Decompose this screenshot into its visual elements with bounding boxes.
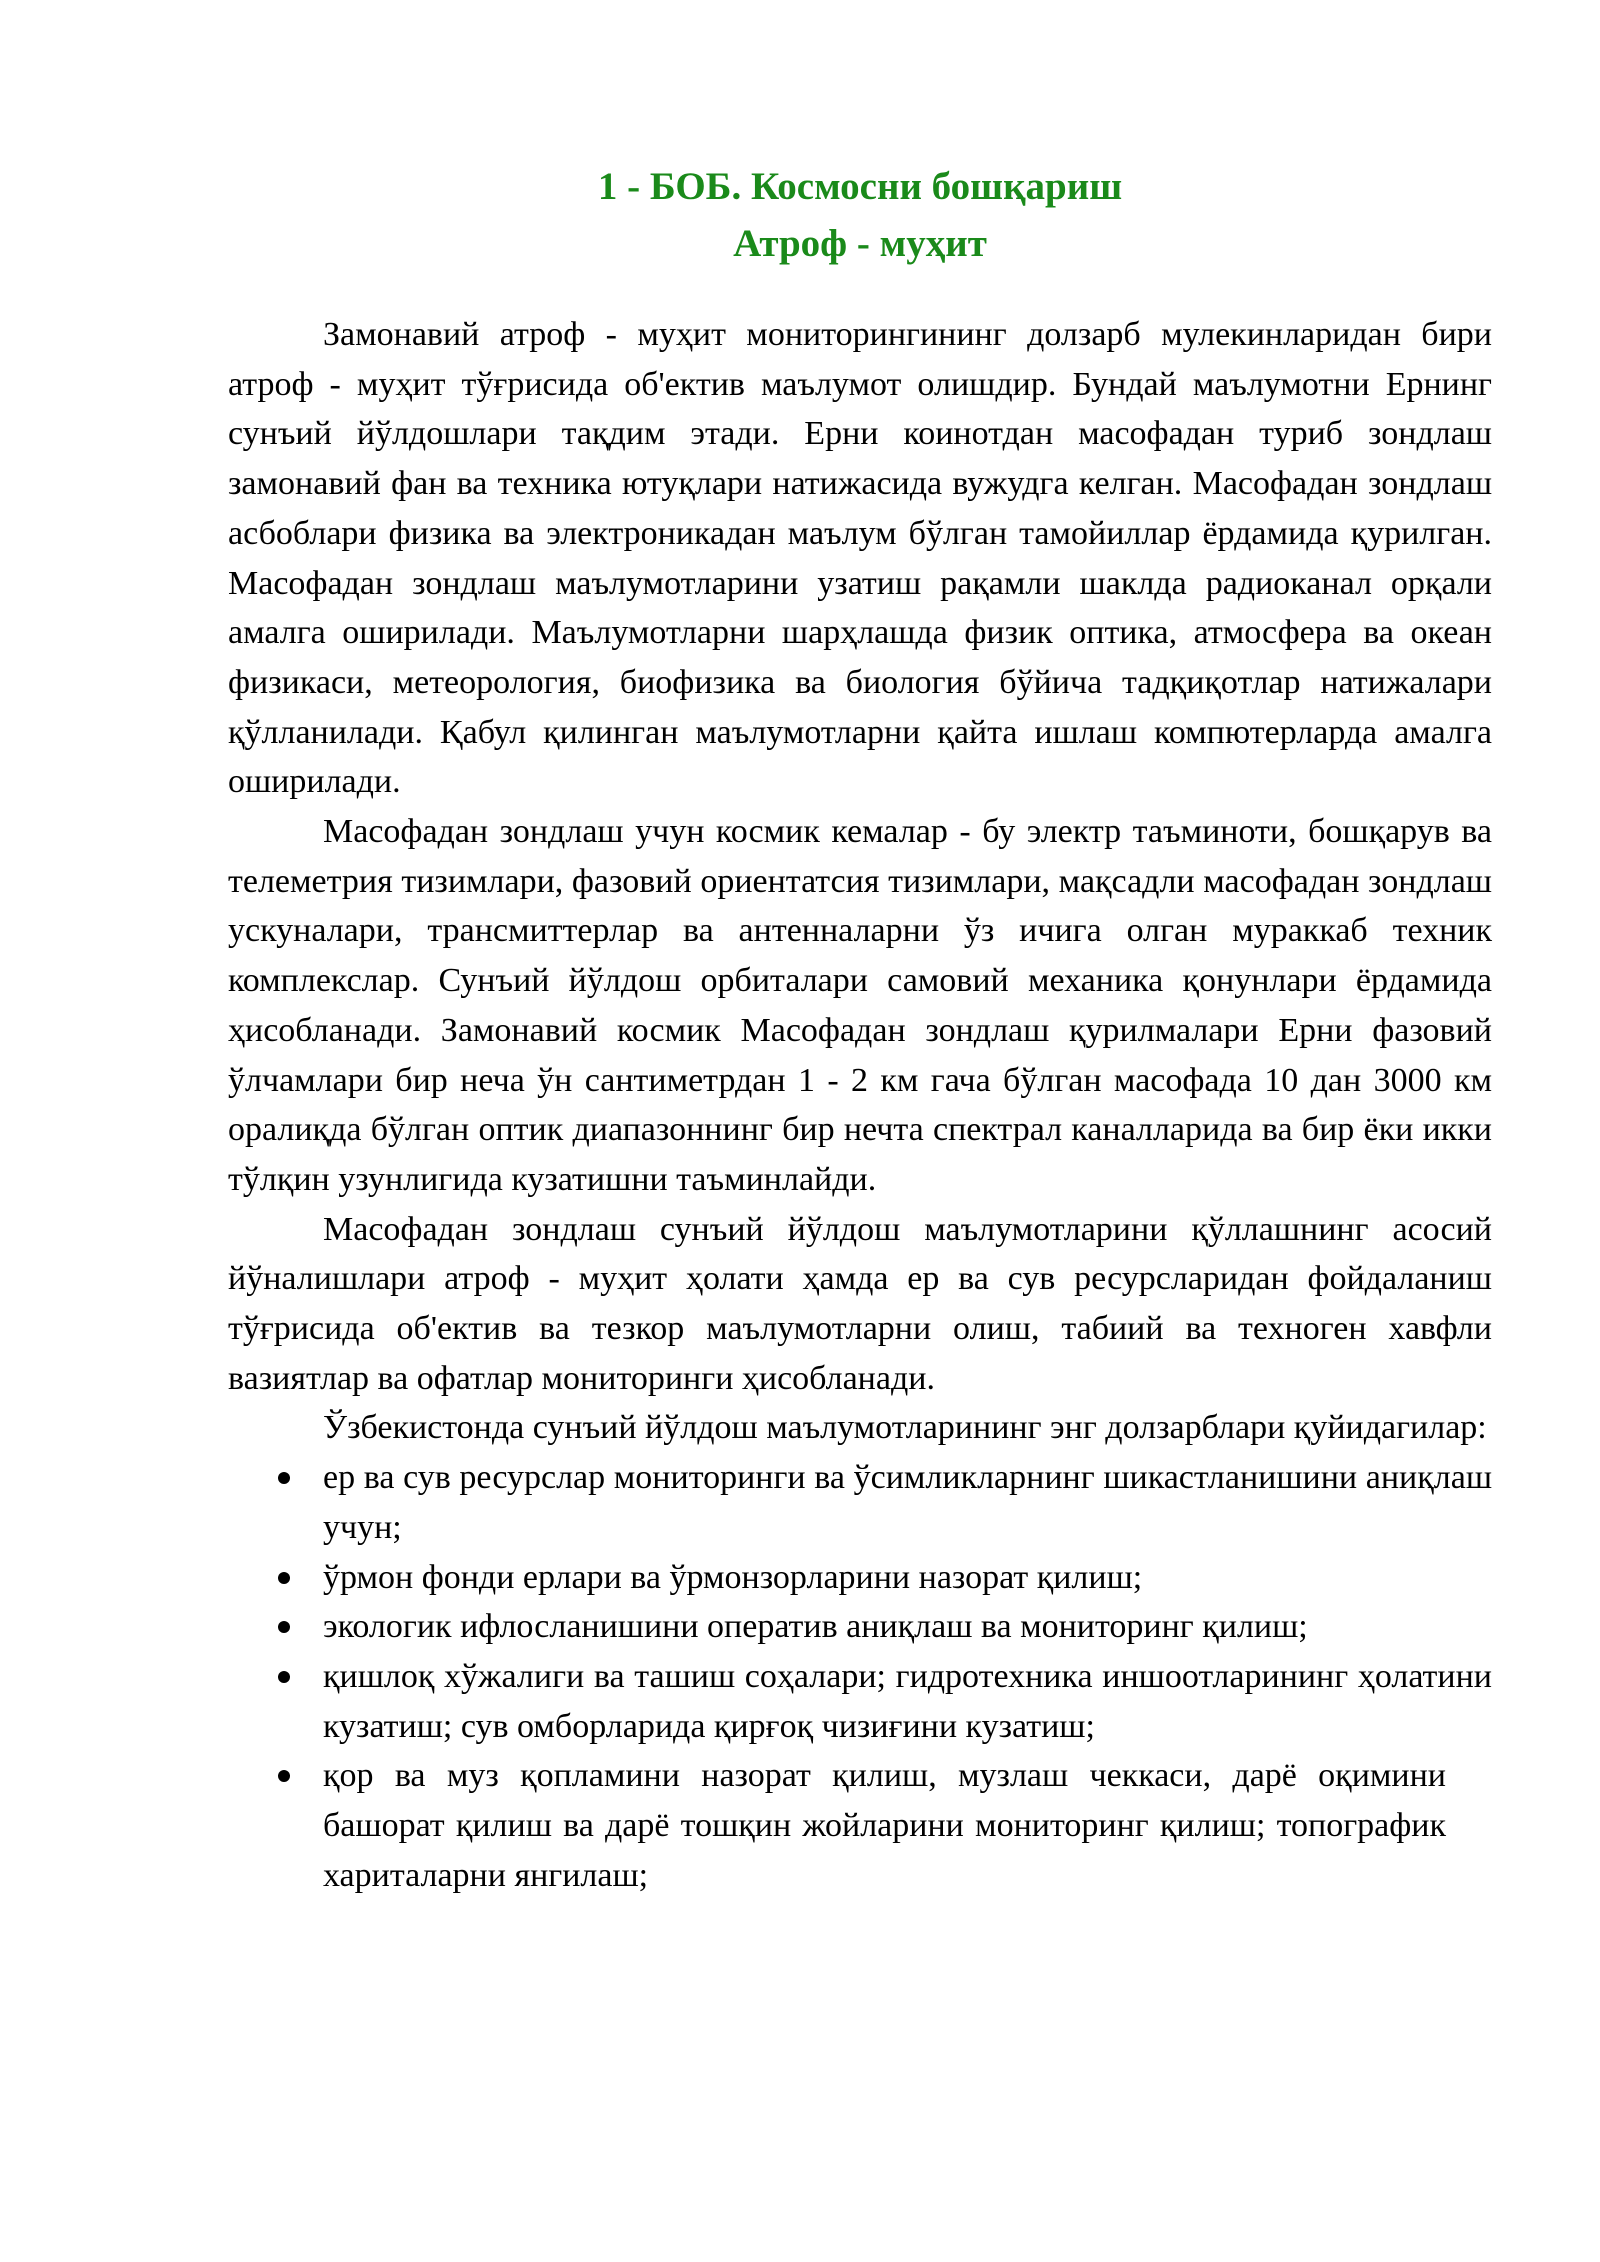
chapter-heading — [228, 158, 1492, 272]
bullet-icon — [278, 1671, 290, 1683]
paragraph: Масофадан зондлаш учун космик кемалар - бу электр таъминоти, бошқарув ва телеметрия тизимлари, фазовий ориентатсия тизимлари, мақсадли масофадан зондлаш ускуналари, трансмиттерлар ва антенналарни ўз ичига олган мураккаб техник комплекслар. Сунъий йўлдош орбиталари самовий механика қонунлари ёрдамида ҳисобланади. Замонавий космик Масофадан зондлаш қурилмалари Ерни фазовий ўлчамлари бир неча ўн сантиметрдан 1 - 2 км гача бўлган масофада 10 дан 3000 км оралиқда бўлган оптик диапазоннинг бир нечта спектрал каналларида ва бир ёки икки тўлқин узунлигида кузатишни таъминлайди. — [228, 813, 1492, 1198]
list-item — [228, 1751, 1492, 1900]
list-item-text: қишлоқ хўжалиги ва ташиш соҳалари; гидротехника иншоотларининг ҳолатини кузатиш; сув омборларида қирғоқ чизиғини кузатиш; — [323, 1657, 1492, 1745]
bullet-list — [228, 1453, 1492, 1900]
section-title: Атроф - муҳит — [733, 222, 987, 265]
list-item — [228, 1453, 1492, 1552]
bullet-icon — [278, 1572, 290, 1584]
list-item-text: экологик ифлосланишини оператив аниқлаш ва мониторинг қилиш; — [323, 1608, 1308, 1646]
bullet-icon — [278, 1621, 290, 1633]
paragraph: Замонавий атроф - муҳит мониторингининг долзарб мулекинларидан бири атроф - муҳит тўғрисида об'ектив маълумот олишдир. Бундай маълумотни Ернинг сунъий йўлдошлари тақдим этади. Ерни коинотдан масофадан туриб зондлаш замонавий фан ва техника ютуқлари натижасида вужудга келган. Масофадан зондлаш асбоблари физика ва электроникадан маълум бўлган тамойиллар ёрдамида қурилган. Масофадан зондлаш маълумотларини узатиш рақамли шаклда радиоканал орқали амалга оширилади. Маълумотларни шарҳлашда физик оптика, атмосфера ва океан физикаси, метеорология, биофизика ва биология бўйича тадқиқотлар натижалари қўлланилади. Қабул қилинган маълумотларни қайта ишлаш компютерларда амалга оширилади. — [228, 316, 1492, 801]
bullet-icon — [278, 1472, 290, 1484]
list-item-text: ер ва сув ресурслар мониторинги ва ўсимликларнинг шикастланишини аниқлаш учун; — [323, 1459, 1492, 1546]
list-item — [228, 1553, 1492, 1603]
list-item-text: ўрмон фонди ерлари ва ўрмонзорларини назорат қилиш; — [323, 1558, 1143, 1596]
paragraph: Масофадан зондлаш сунъий йўлдош маълумотларини қўллашнинг асосий йўналишлари атроф - муҳит ҳолати ҳамда ер ва сув ресурсларидан фойдаланиш тўғрисида об'ектив ва тезкор маълумотларни олиш, табиий ва техноген хавфли вазиятлар ва офатлар мониторинги ҳисобланади. — [228, 1210, 1492, 1397]
list-item — [228, 1602, 1492, 1652]
chapter-title: 1 - БОБ. Космосни бошқариш — [597, 165, 1123, 208]
paragraph: Ўзбекистонда сунъий йўлдош маълумотларининг энг долзарблари қуйидагилар: — [323, 1409, 1487, 1447]
document-page — [228, 158, 1492, 1901]
list-item — [228, 1652, 1492, 1751]
list-item-text: қор ва муз қопламини назорат қилиш, музлаш чеккаси, дарё оқимини башорат қилиш ва дарё тошқин жойларини мониторинг қилиш; топографик хариталарни янгилаш; — [323, 1757, 1446, 1894]
bullet-icon — [278, 1770, 290, 1782]
